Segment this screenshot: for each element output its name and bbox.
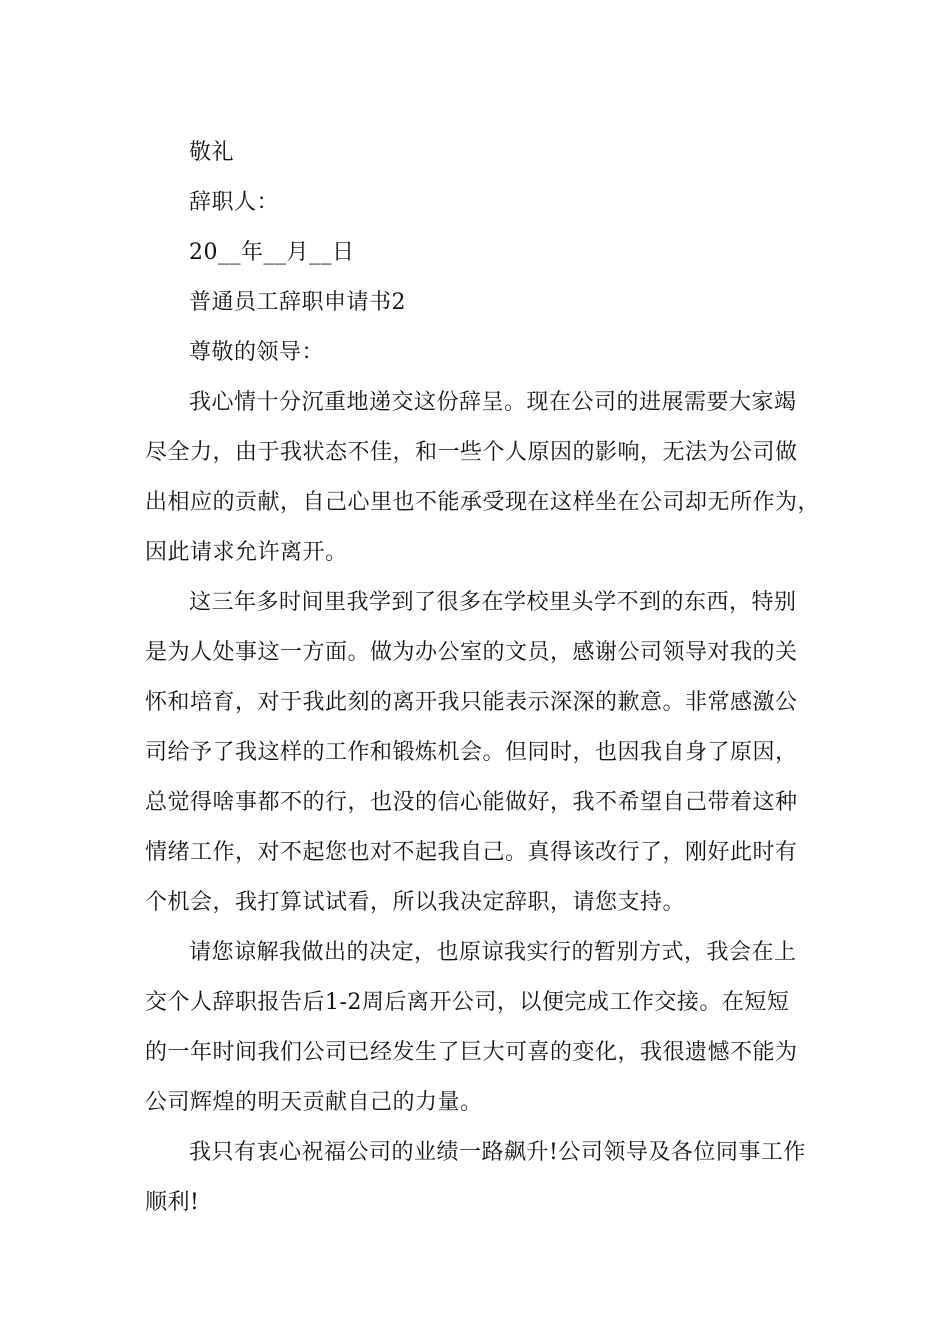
signer-label: 辞职人：	[189, 190, 280, 215]
paragraph-line: 怀和培育，对于我此刻的离开我只能表示深深的歉意。非常感激公	[145, 690, 798, 715]
paragraph-line: 个机会，我打算试试看，所以我决定辞职，请您支持。	[145, 890, 686, 915]
document-body	[145, 128, 825, 1228]
paragraph-line: 是为人处事这一方面。做为办公室的文员，感谢公司领导对我的关	[145, 640, 798, 665]
paragraph-line: 顺利!	[145, 1190, 200, 1215]
paragraph-line: 公司辉煌的明天贡献自己的力量。	[145, 1090, 483, 1115]
paragraph-line: 情绪工作，对不起您也对不起我自己。真得该改行了，刚好此时有	[145, 840, 798, 865]
paragraph-3	[145, 928, 825, 1128]
paragraph-line: 我只有衷心祝福公司的业绩一路飙升!公司领导及各位同事工作	[189, 1140, 806, 1165]
paragraph-line: 司给予了我这样的工作和锻炼机会。但同时，也因我自身了原因，	[145, 740, 798, 765]
date-line: 20__年__月__日	[189, 240, 355, 265]
closing-salutation: 敬礼	[189, 140, 235, 165]
letter-greeting: 尊敬的领导：	[189, 340, 325, 365]
paragraph-line: 总觉得啥事都不的行，也没的信心能做好，我不希望自己带着这种	[145, 790, 798, 815]
paragraph-line: 尽全力，由于我状态不佳，和一些个人原因的影响，无法为公司做	[145, 440, 798, 465]
paragraph-line: 因此请求允许离开。	[145, 540, 348, 565]
paragraph-line: 交个人辞职报告后1-2周后离开公司，以便完成工作交接。在短短	[145, 990, 790, 1015]
paragraph-line: 这三年多时间里我学到了很多在学校里头学不到的东西，特别	[189, 590, 797, 615]
paragraph-line: 出相应的贡献，自己心里也不能承受现在这样坐在公司却无所作为，	[145, 490, 821, 515]
paragraph-4	[145, 1128, 825, 1228]
paragraph-line: 我心情十分沉重地递交这份辞呈。现在公司的进展需要大家竭	[189, 390, 797, 415]
paragraph-2	[145, 578, 825, 928]
paragraph-line: 的一年时间我们公司已经发生了巨大可喜的变化，我很遗憾不能为	[145, 1040, 798, 1065]
paragraph-line: 请您谅解我做出的决定，也原谅我实行的暂别方式，我会在上	[189, 940, 797, 965]
letter-title: 普通员工辞职申请书2	[189, 290, 406, 315]
paragraph-1	[145, 378, 825, 578]
